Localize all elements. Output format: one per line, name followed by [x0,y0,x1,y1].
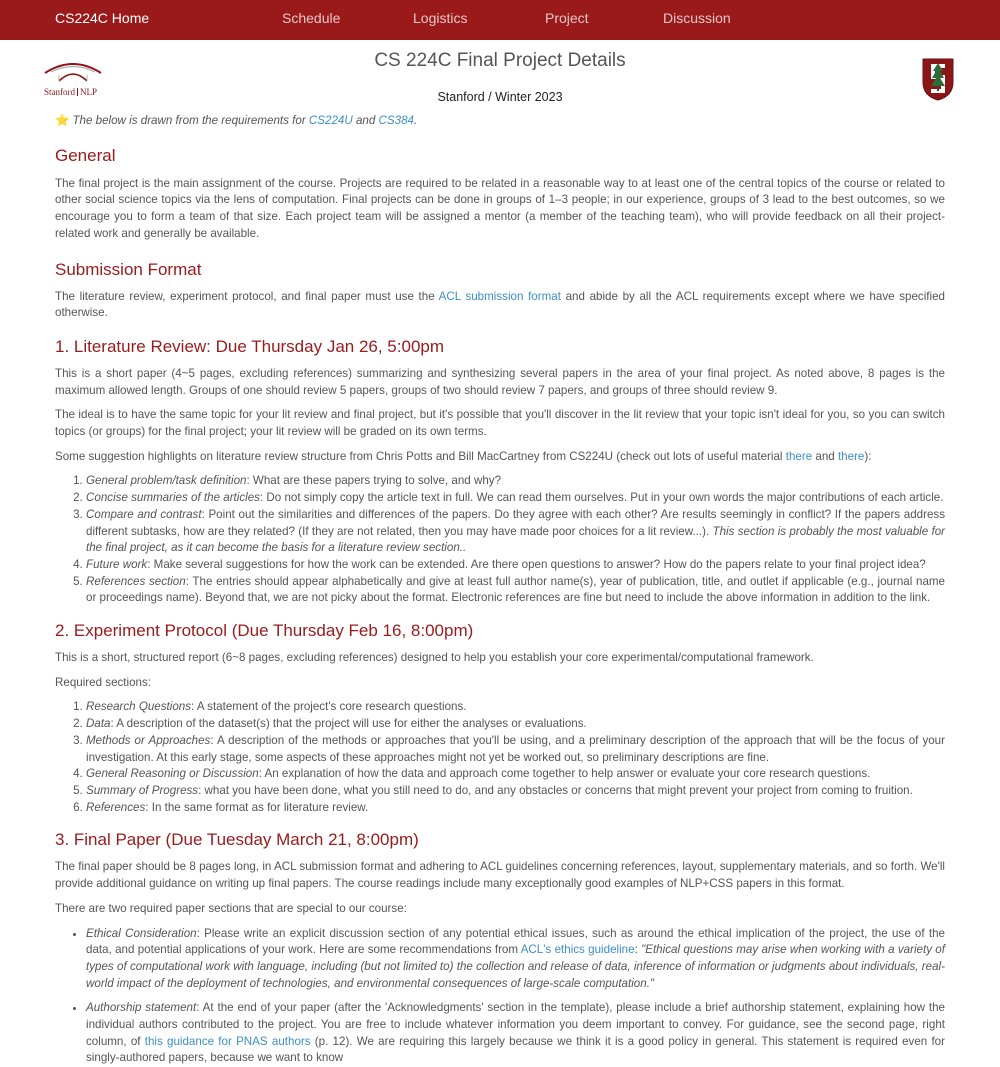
finalpaper-heading: 3. Final Paper (Due Tuesday March 21, 8:00pm) [55,830,945,850]
litreview-list [55,473,945,607]
protocol-text-2: Required sections: [55,675,945,692]
list-item: 3. Methods or Approaches: A description of the methods or approaches that you'll be using, and a preliminary description of the approach that will be the focus of your investigation. At this early stage, some aspects of these approaches might not yet be worked out, so preliminary descriptions are fine. [86,733,945,766]
litreview-text-1: This is a short paper (4~5 pages, excluding references) summarizing and synthesizing several papers in the area of your final project. As noted above, 8 pages is the maximum allowed length. Groups of one should review 5 papers, groups of two should review 7 papers, and groups of three should review 9. [55,366,945,399]
list-item: • Ethical Consideration: Please write an explicit discussion section of any potential ethical issues, such as around the ethical implication of the project, the use of the data, and potential applications of your work. Here are some recommendations from ACL's ethics guideline: "Ethical questions may arise when working with a variety of types of computational work with language, including (but not limited to) the collection and release of data, inference of information or judgments about individuals, real-world impact of the deployment of technologies, and environmental consequences of large-scale computation." [86,926,945,993]
general-text: The final project is the main assignment of the course. Projects are required to be related in a reasonable way to at least one of the central topics of the course or related to other social science topics via the lens of computation. Final projects can be done in groups of 1–3 people; in our experience, groups of 3 lead to the best outcomes, so we encourage you to form a team of that size. Each project team will be assigned a mentor (a member of the teaching team), who will provide feedback on all their project-related work and generally be available. [55,176,945,243]
protocol-text-1: This is a short, structured report (6~8 pages, excluding references) designed to help you establish your core experimental/computational framework. [55,650,945,667]
list-item: 2. Data: A description of the dataset(s) that the project will use for either the analyses or evaluations. [86,716,945,733]
list-item: 5. Summary of Progress: what you have been done, what you still need to do, and any obstacles or concerns that might prevent your project from coming to fruition. [86,783,945,800]
source-note: ⭐ The below is drawn from the requirements for CS224U and CS384. [55,113,945,130]
litreview-text-3: Some suggestion highlights on literature review structure from Chris Potts and Bill MacCartney from CS224U (check out lots of useful material there and there): [55,449,945,466]
protocol-list [55,699,945,816]
pnas-guidance-link[interactable]: this guidance for PNAS authors [145,1035,311,1048]
cs384-link[interactable]: CS384 [379,114,414,127]
nav-schedule-link[interactable]: Schedule [282,10,340,27]
there-link-2[interactable]: there [838,450,864,463]
page-title: CS 224C Final Project Details [0,53,1000,70]
list-item: 5. References section: The entries should appear alphabetically and give at least full author name(s), year of publication, title, and outlet if applicable (e.g., journal name or proceedings name). Beyond that, we are not picky about the format. Electronic references are fine but need to include the above information in addition to the link. [86,574,945,607]
list-item: 2. Concise summaries of the articles: Do not simply copy the article text in full. We can read them ourselves. Put in your own words the major contributions of each article. [86,490,945,507]
list-item: 4. General Reasoning or Discussion: An explanation of how the data and approach come together to help answer or evaluate your core research questions. [86,766,945,783]
nav-logistics-link[interactable]: Logistics [413,10,467,27]
page-subtitle: Stanford / Winter 2023 [0,89,1000,106]
acl-ethics-link[interactable]: ACL's ethics guideline [521,943,635,956]
finalpaper-list [55,926,945,1067]
list-item: 6. References: In the same format as for literature review. [86,800,945,817]
main-content [55,113,945,1067]
litreview-heading: 1. Literature Review: Due Thursday Jan 26, 5:00pm [55,337,945,357]
nav-project-link[interactable]: Project [545,10,589,27]
logo-stanford-text: Stanford [44,87,75,97]
there-link-1[interactable]: there [786,450,812,463]
logo-nlp-text: NLP [80,87,97,97]
nav-home-link[interactable]: CS224C Home [55,10,149,27]
finalpaper-text-2: There are two required paper sections that are special to our course: [55,901,945,918]
top-navbar [0,0,1000,40]
acl-format-link[interactable]: ACL submission format [439,290,561,303]
protocol-heading: 2. Experiment Protocol (Due Thursday Feb 16, 8:00pm) [55,621,945,641]
nav-discussion-link[interactable]: Discussion [663,10,731,27]
general-heading: General [55,146,945,166]
submission-heading: Submission Format [55,260,945,280]
list-item: 1. Research Questions: A statement of the project's core research questions. [86,699,945,716]
list-item: 4. Future work: Make several suggestions for how the work can be extended. Are there open questions to answer? How do the papers relate to your final project idea? [86,557,945,574]
list-item: 1. General problem/task definition: What are these papers trying to solve, and why? [86,473,945,490]
star-icon: ⭐ [55,114,69,127]
litreview-text-2: The ideal is to have the same topic for your lit review and final project, but it's possible that you'll discover in the lit review that your topic isn't ideal for you, so you can switch topics (or groups) for the final project; your lit review will be graded on its own terms. [55,407,945,440]
list-item: 3. Compare and contrast: Point out the similarities and differences of the papers. Do they agree with each other? Are results seemingly in conflict? If the papers address different subtasks, how are they related? (If they are not related, then you may have made poor choices for a lit review...). This section is probably the most valuable for the final project, as it can become the basis for a literature review section.. [86,507,945,557]
cs224u-link[interactable]: CS224U [309,114,353,127]
submission-text: The literature review, experiment protocol, and final paper must use the ACL submission format and abide by all the ACL requirements except where we have specified otherwise. [55,289,945,322]
finalpaper-text-1: The final paper should be 8 pages long, in ACL submission format and adhering to ACL guidelines concerning references, layout, supplementary materials, and so forth. We'll provide additional guidance on writing up final papers. The course readings include many exceptionally good examples of NLP+CSS papers in this format. [55,859,945,892]
list-item: • Authorship statement: At the end of your paper (after the 'Acknowledgments' section in the template), please include a brief authorship statement, explaining how the individual authors contributed to the project. You are free to include whatever information you deem important to convey. For guidance, see the second page, right column, of this guidance for PNAS authors (p. 12). We are requiring this largely because we think it is a good policy in general. This statement is required even for singly-authored papers, because we want to know [86,1000,945,1067]
